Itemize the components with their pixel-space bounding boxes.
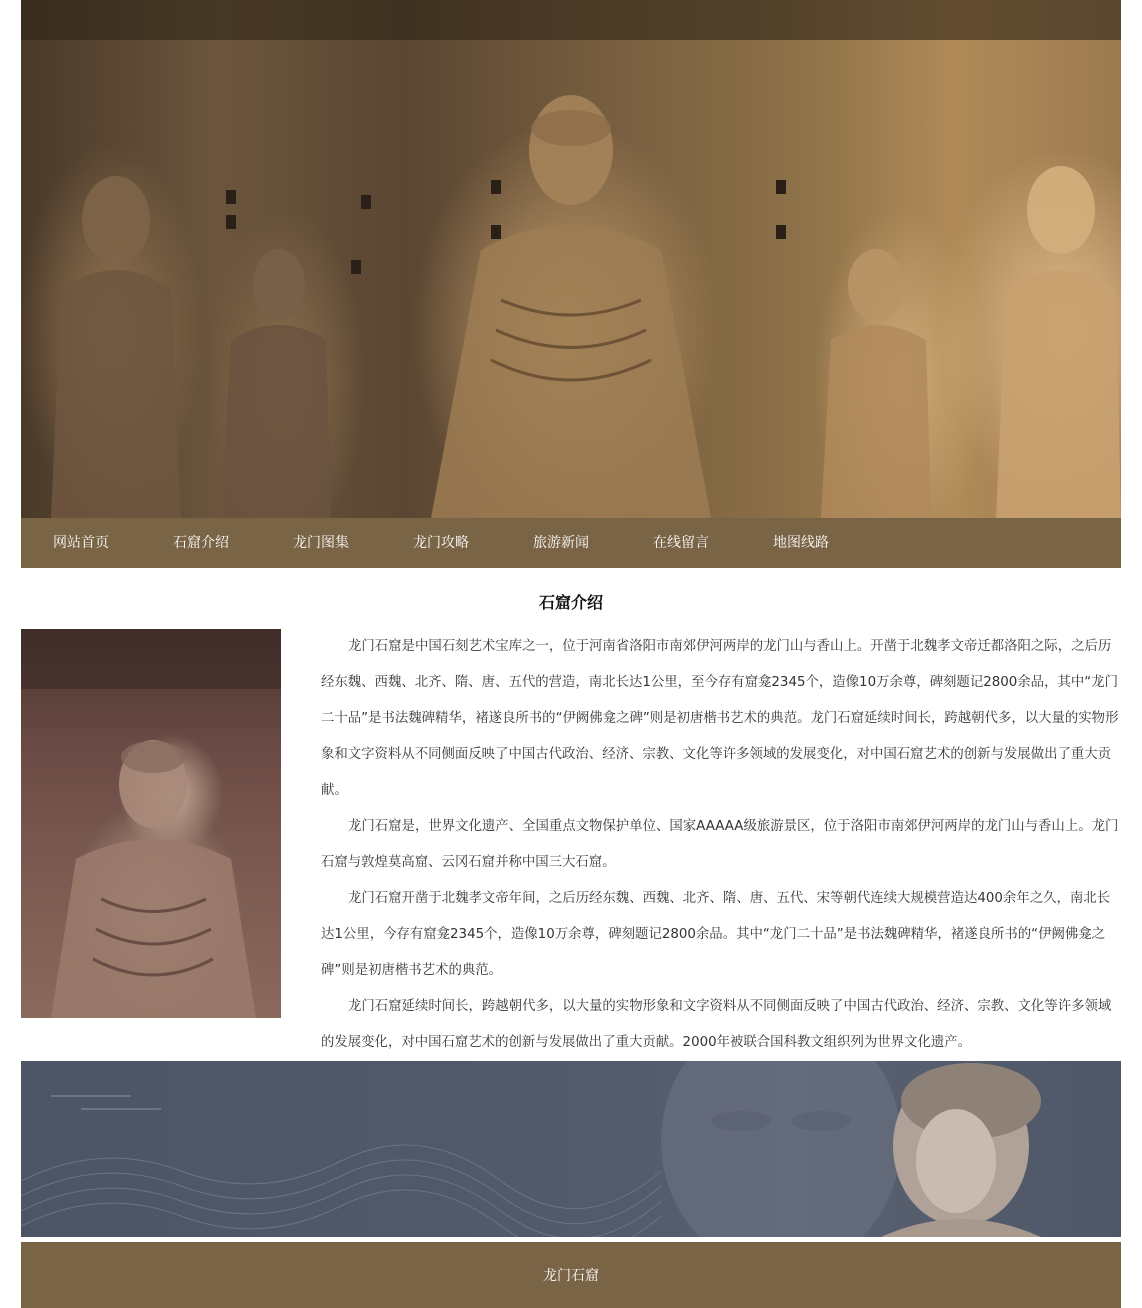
nav-item-guide[interactable]: 龙门攻略 — [413, 535, 469, 551]
footer — [21, 1242, 1121, 1308]
nav-item-grotto-intro[interactable]: 石窟介绍 — [173, 535, 229, 551]
section-title: 石窟介绍 — [538, 593, 603, 612]
hero-banner-image — [21, 0, 1121, 518]
intro-paragraph: 龙门石窟是中国石刻艺术宝库之一，位于河南省洛阳市南郊伊河两岸的龙门山与香山上。开凿于北魏孝文帝迁都洛阳之际，之后历经东魏、西魏、北齐、隋、唐、五代的营造，南北长达1公里，至今存有窟龛2345个，造像10万余尊，碑刻题记2800余品，其中“龙门二十品”是书法魏碑精华，褚遂良所书的“伊阙佛龛之碑”则是初唐楷书艺术的典范。龙门石窟延续时间长，跨越朝代多，以大量的实物形象和文字资料从不同侧面反映了中国古代政治、经济、宗教、文化等许多领域的发展变化，对中国石窟艺术的创新与发展做出了重大贡献。 — [321, 639, 1119, 798]
nav-item-home[interactable]: 网站首页 — [53, 535, 109, 551]
nav-item-message[interactable]: 在线留言 — [653, 535, 709, 551]
footer-text: 龙门石窟 — [543, 1268, 599, 1284]
main-nav — [21, 518, 1121, 568]
buddha-statue-illustration — [21, 629, 281, 1018]
decorative-banner — [21, 1061, 1121, 1237]
nav-item-news[interactable]: 旅游新闻 — [533, 535, 589, 551]
intro-paragraph: 龙门石窟是，世界文化遗产、全国重点文物保护单位、国家AAAAA级旅游景区，位于洛阳市南郊伊河两岸的龙门山与香山上。龙门石窟与敦煌莫高窟、云冈石窟并称中国三大石窟。 — [321, 819, 1119, 870]
buddha-head-illustration — [21, 1061, 1121, 1237]
intro-paragraph: 龙门石窟延续时间长，跨越朝代多，以大量的实物形象和文字资料从不同侧面反映了中国古代政治、经济、宗教、文化等许多领域的发展变化，对中国石窟艺术的创新与发展做出了重大贡献。2000年被联合国科教文组织列为世界文化遗产。 — [321, 999, 1112, 1050]
intro-text — [321, 629, 1121, 1061]
grotto-statues-illustration — [21, 0, 1121, 518]
intro-paragraph: 龙门石窟开凿于北魏孝文帝年间，之后历经东魏、西魏、北齐、隋、唐、五代、宋等朝代连续大规模营造达400余年之久，南北长达1公里，今存有窟龛2345个，造像10万余尊，碑刻题记2800余品。其中“龙门二十品”是书法魏碑精华，褚遂良所书的“伊阙佛龛之碑”则是初唐楷书艺术的典范。 — [321, 891, 1111, 978]
nav-item-gallery[interactable]: 龙门图集 — [293, 535, 349, 551]
nav-item-map-route[interactable]: 地图线路 — [773, 535, 829, 551]
intro-buddha-image — [21, 629, 281, 1018]
